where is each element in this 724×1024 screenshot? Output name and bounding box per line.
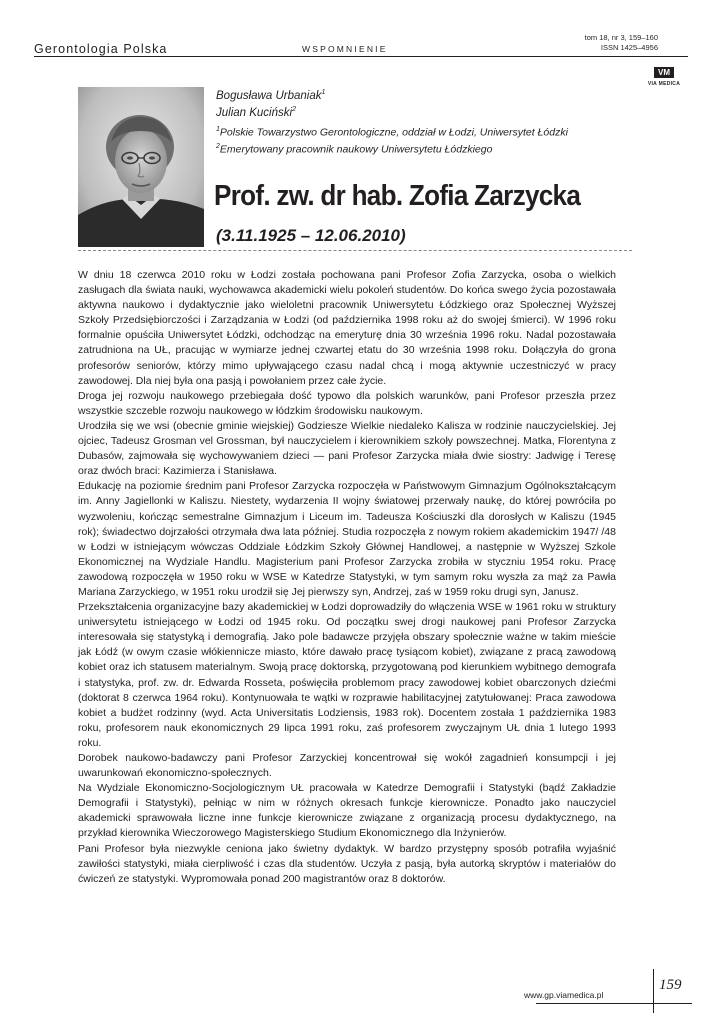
affiliations-block xyxy=(216,123,568,156)
paragraph: Urodziła się we wsi (obecnie gminie wiejskiej) Godziesze Wielkie niedaleko Kalisza w rodzinie nauczycielskiej. Jej ojciec, Tadeusz Grosman vel Grossman, był nauczycielem i kierownikiem szkoły powszechnej. Matka, Florentyna z Dubasów, zajmowała się wychowywaniem dzieci — pani Profesor Zarzycka miała dwie siostry: Jadwigę i Teresę oraz dwóch braci: Kazimierza i Stanisława. xyxy=(78,419,616,478)
article-title: Prof. zw. dr hab. Zofia Zarzycka xyxy=(214,180,581,212)
issue-meta xyxy=(585,33,658,53)
author-name: Bogusława Urbaniak xyxy=(216,89,322,102)
life-dates: (3.11.1925 – 12.06.2010) xyxy=(216,226,406,245)
affiliation-text: Emerytowany pracownik naukowy Uniwersytetu Łódzkiego xyxy=(219,143,493,155)
journal-url[interactable]: www.gp.viamedica.pl xyxy=(524,990,604,1000)
section-label: WSPOMNIENIE xyxy=(302,44,388,54)
volume-info: tom 18, nr 3, 159–160 xyxy=(584,33,658,42)
author-sup: 2 xyxy=(292,105,296,113)
affiliation-sup: 1 xyxy=(216,126,220,133)
paragraph: Pani Profesor była niezwykle ceniona jako świetny dydaktyk. W bardzo przystępny sposób potrafiła wyjaśnić zawiłości statystyki, miała cierpliwość i czas dla studentów. Uczyła z pasją, była autorką skryptów i materiałów do ćwiczeń ze statystyki. Wypromowała ponad 200 magistrantów oraz 8 doktorów. xyxy=(78,842,616,885)
affiliation-1 xyxy=(216,123,568,140)
paragraph: W dniu 18 czerwca 2010 roku w Łodzi została pochowana pani Profesor Zofia Zarzycka, osoba o wielkich zasługach dla świata nauki, wychowawca akademicki wielu pokoleń studentów. Do końca swego życia pozostawała aktywna naukowo i dydaktycznie jako wieloletni pracownik Uniwersytetu Łódzkiego oraz Społecznej Wyższej Szkoły Przedsiębiorczości i Zarządzania w Łodzi (od października 1998 roku aż do swojej śmierci). W 1996 roku formalnie opuściła Uniwersytet Łódzki, odchodząc na emeryturę dnia 30 września 1996 roku. Nadal pozostawała zatrudniona na UŁ, pracując w wymiarze jednej czwartej etatu do 30 września 1998 roku. Dołączyła do grona profesorów seniorów, którzy mimo upływającego czasu nadal chcą i mogą aktywnie uczestniczyć w pracy zawodowej. Dla niej była ona pasją i powołaniem przez całe życie. xyxy=(78,269,616,387)
page-number: 159 xyxy=(659,977,682,993)
publisher-logo xyxy=(640,62,688,87)
paragraph: Edukację na poziomie średnim pani Profesor Zarzycka rozpoczęła w Państwowym Gimnazjum Ogólnokształcącym im. Anny Jagiellonki w Kaliszu. Niestety, wydarzenia II wojny światowej przerwały naukę, do której powróciła po wyzwoleniu, kończąc semestralne Gimnazjum i Liceum im. Tadeusza Kościuszki dla dorosłych w Kaliszu (1945 rok); świadectwo dojrzałości otrzymała dwa lata później. Studia rozpoczęła z nowym rokiem akademickim 1947/ /48 w Łodzi w istniejącym wówczas Oddziale Łódzkim Szkoły Głównej Handlowej, a następnie w Wyższej Szkole Ekonomicznej na Wydziale Handlu. Magisterium pani Profesor Zarzycka zrobiła w styczniu 1954 roku. Pracę zawodową rozpoczęła w 1950 roku w WSE w Katedrze Statystyki, w tym samym roku wyszła za mąż za Pawła Mariana Zarzyckiego, w 1951 roku urodził się Jej pierwszy syn, Andrzej, zaś w 1959 roku drugi syn, Janusz. xyxy=(78,480,616,598)
affiliation-text: Polskie Towarzystwo Gerontologiczne, oddział w Łodzi, Uniwersytet Łódzki xyxy=(219,126,568,139)
authors-block xyxy=(216,86,325,120)
paragraph: Dorobek naukowo-badawczy pani Profesor Zarzyckiej koncentrował się wokół zagadnień konsumpcji i jej uwarunkowań ekonomiczno-społecznych. xyxy=(78,752,616,780)
paragraph: Droga jej rozwoju naukowego przebiegała dość typowo dla polskich warunków, pani Profesor przeszła przez wszystkie szczeble rozwoju naukowego w łódzkim środowisku naukowym. xyxy=(78,389,616,417)
footer-rule xyxy=(536,1003,692,1004)
title-divider xyxy=(78,250,632,251)
footer-divider xyxy=(653,969,654,1013)
paragraph: Przekształcenia organizacyjne bazy akademickiej w Łodzi doprowadziły do włączenia WSE w 1961 roku w struktury uniwersytetu istniejącego w Łodzi od 1945 roku. Od początku swej drogi naukowej pani Profesor Zarzycka interesowała się statystyką i demografią. Jako pole badawcze przyjęła obszary społecznie ważne w takim mieście jak Łódź (w owym czasie włókiennicze miasto, które dawało pracę tysiącom kobiet), związane z pracą zawodową kobiet oraz ich statusem materialnym. Swoją pracę doktorską, przygotowaną pod kierunkiem wybitnego demografa i statystyka, prof. zw. dr. Edwarda Rosseta, poświęciła problemom pracy zawodowej kobiet obarczonych dziećmi (doktorat 8 czerwca 1964 roku). Kontynuowała te wątki w rozprawie habilitacyjnej zatytułowanej: Praca zawodowa kobiet a budżet rodzinny (wyd. Acta Universitatis Lodziensis, 1983 rok). Docentem została 1 października 1983 roku, profesorem nauk ekonomicznych 29 lipca 1991 roku, zaś profesorem zwyczajnym UŁ dnia 1 lutego 1993 roku. xyxy=(78,601,616,749)
portrait-photo xyxy=(78,87,204,247)
via-medica-logo-icon: VM xyxy=(654,67,674,78)
issn: ISSN 1425–4956 xyxy=(600,43,658,52)
author-name: Julian Kuciński xyxy=(216,106,293,119)
author-2 xyxy=(216,103,325,120)
affiliation-sup: 2 xyxy=(216,142,220,150)
author-1 xyxy=(216,86,325,103)
logo-text: VIA MEDICA xyxy=(647,81,681,87)
header-rule xyxy=(34,56,688,57)
portrait-image xyxy=(78,87,204,247)
author-sup: 1 xyxy=(321,89,326,96)
affiliation-2 xyxy=(216,140,568,157)
article-body xyxy=(78,268,616,887)
paragraph: Na Wydziale Ekonomiczno-Socjologicznym UŁ pracowała w Katedrze Demografii i Statystyki (bądź Zakładzie Demografii i Statystyki), pełniąc w nim w różnych okresach funkcje kierownicze. Ponadto jako nauczyciel akademicki sprawowała liczne inne funkcje kierownicze związane z organizacją procesu dydaktycznego, na przykład kierownika Wieczorowego Magisterskiego Studium Ekonomicznego dla Inżynierów. xyxy=(78,782,616,840)
journal-name: Gerontologia Polska xyxy=(34,42,168,56)
